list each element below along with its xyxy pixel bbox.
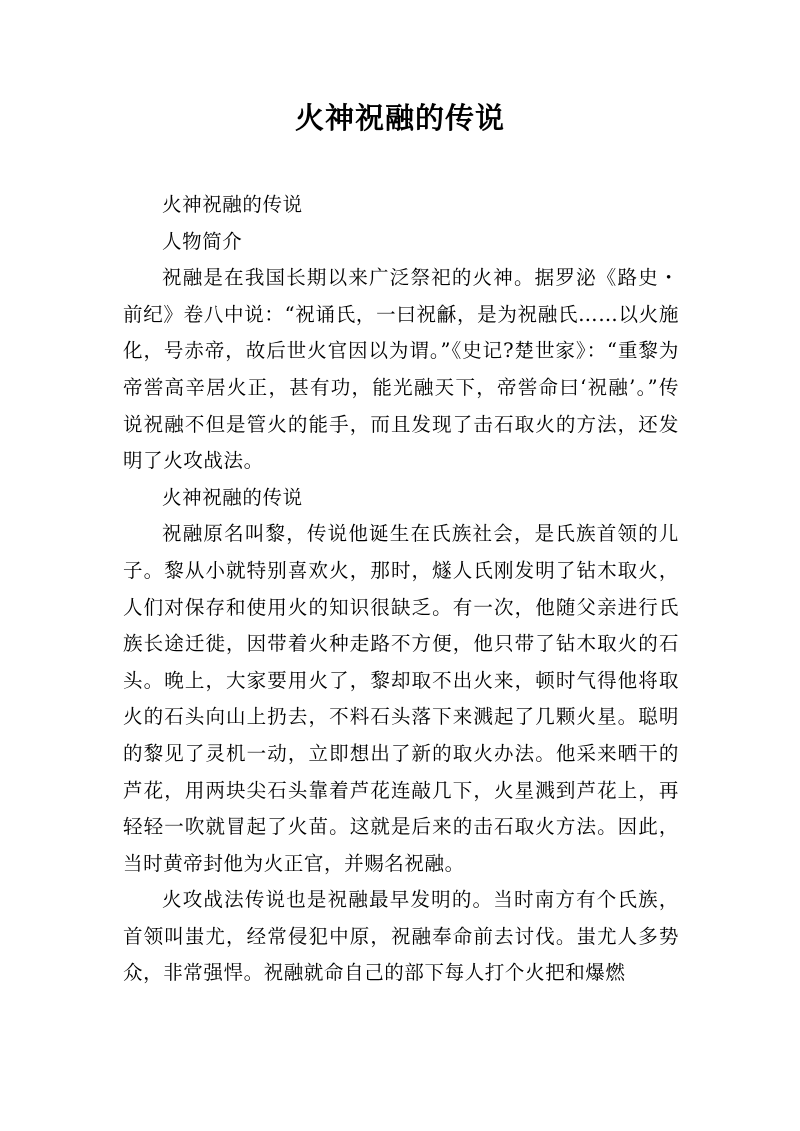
subheading-legend: 火神祝融的传说 — [162, 485, 303, 509]
paragraph-fire-attack: 火攻战法传说也是祝融最早发明的。当时南方有个氏族，首领叫蚩尤，经常侵犯中原，祝融奉命前去讨伐。蚩尤人多势众，非常强悍。祝融就命自己的部下每人打个火把和爆燃 — [123, 888, 679, 985]
paragraph-introduction: 祝融是在我国长期以来广泛祭祀的火神。据罗泌《路史・前纪》卷八中说：“祝诵氏，一曰祝龢，是为祝融氏……以火施化，号赤帝，故后世火官因以为谓。”《史记?楚世家》：“重黎为帝喾高辛居火正，甚有功，能光融天下，帝喾命曰‘祝融’。”传说祝融不但是管火的能手，而且发现了击石取火的方法，还发明了火攻战法。 — [123, 266, 679, 473]
document-body — [123, 187, 679, 992]
paragraph-origin-story: 祝融原名叫黎，传说他诞生在氏族社会，是氏族首领的儿子。黎从小就特别喜欢火，那时，燧人氏刚发明了钻木取火，人们对保存和使用火的知识很缺乏。有一次，他随父亲进行氏族长途迁徙，因带着火种走路不方便，他只带了钻木取火的石头。晚上，大家要用火了，黎却取不出火来，顿时气得他将取火的石头向山上扔去，不料石头落下来溅起了几颗火星。聪明的黎见了灵机一动，立即想出了新的取火办法。他采来晒干的芦花，用两块尖石头靠着芦花连敲几下，火星溅到芦花上，再轻轻一吹就冒起了火苗。这就是后来的击石取火方法。因此，当时黄帝封他为火正官，并赐名祝融。 — [123, 522, 679, 875]
document-title: 火神祝融的传说 — [294, 101, 505, 135]
subheading-title-repeat: 火神祝融的传说 — [162, 193, 303, 216]
subheading-profile: 人物简介 — [162, 229, 243, 253]
